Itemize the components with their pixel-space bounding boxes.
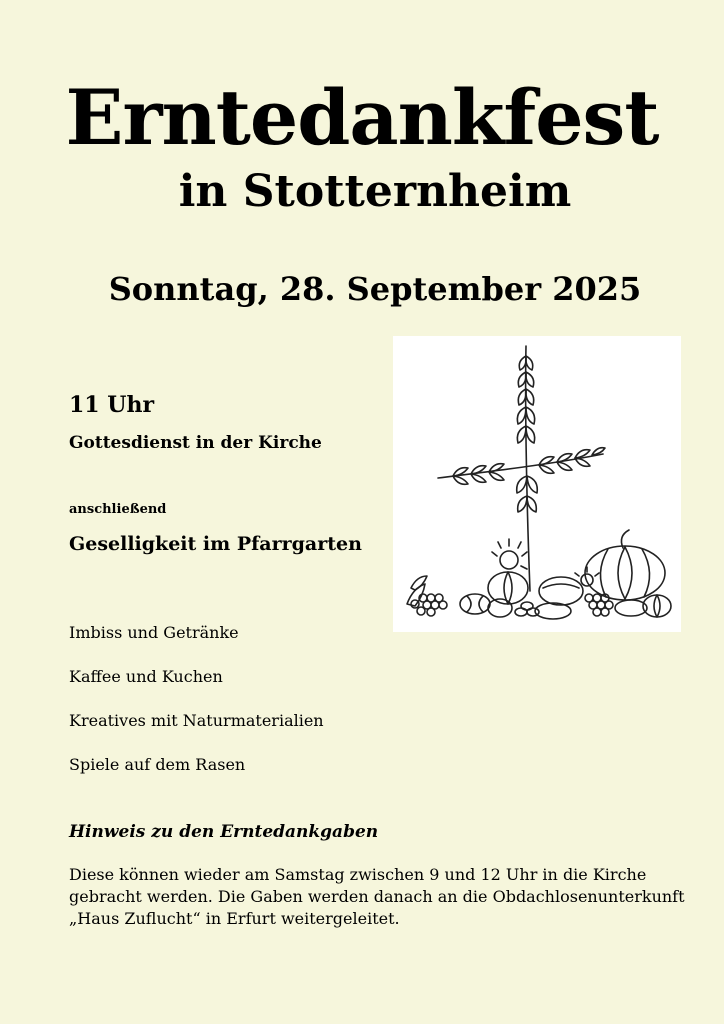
afterwards-label: anschließend [69, 502, 167, 517]
harvest-cross-illustration [393, 336, 681, 632]
page-subtitle: in Stotternheim [178, 166, 572, 217]
social-gathering: Geselligkeit im Pfarrgarten [69, 533, 362, 555]
list-item: Kreatives mit Naturmaterialien [69, 711, 324, 730]
note-heading: Hinweis zu den Erntedankgaben [69, 822, 379, 842]
activity-list [69, 622, 324, 798]
list-item: Kaffee und Kuchen [69, 667, 223, 686]
list-item: Spiele auf dem Rasen [69, 755, 246, 774]
church-service: Gottesdienst in der Kirche [69, 433, 322, 453]
list-item: Imbiss und Getränke [69, 623, 239, 642]
page-title: Erntedankfest [65, 73, 659, 162]
event-time: 11 Uhr [69, 392, 155, 418]
note-text: Diese können wieder am Samstag zwischen 9 und 12 Uhr in die Kirche gebracht werden. Die Gaben werden danach an die Obdachlosenunterkunft „Haus Zuflucht“ in Erfurt weitergeleitet. [69, 865, 685, 928]
event-date: Sonntag, 28. September 2025 [108, 270, 642, 308]
